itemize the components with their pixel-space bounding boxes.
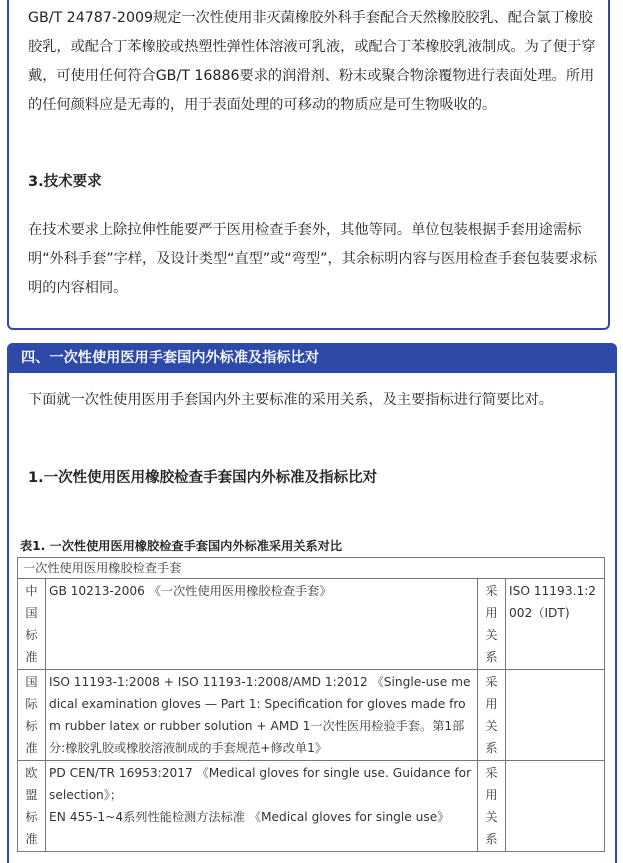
- standard-cell: GB 10213-2006 《一次性使用医用橡胶检查手套》: [46, 579, 478, 670]
- section-4-subheading: 1.一次性使用医用橡胶检查手套国内外标准及指标比对: [28, 470, 378, 486]
- region-cell: 欧盟标准: [18, 761, 46, 852]
- region-cell: 中国标准: [18, 579, 46, 670]
- table-caption: 表1. 一次性使用医用橡胶检查手套国内外标准采用关系对比: [20, 539, 343, 553]
- table-row: [18, 761, 605, 852]
- table-header-cell: 一次性使用医用橡胶检查手套: [18, 558, 605, 579]
- standards-comparison-table: [17, 557, 605, 852]
- table-row: [18, 670, 605, 761]
- standard-cell: PD CEN/TR 16953:2017 《Medical gloves for single use. Guidance for selection》； EN 455-1~4系列性能检测方法标准 《Medical gloves for single use》: [46, 761, 478, 852]
- tech-requirements-paragraph: 在技术要求上除拉伸性能要严于医用检查手套外，其他等同。单位包装根据手套用途需标明“外科手套”字样，及设计类型“直型”或“弯型”，其余标明内容与医用检查手套包装要求标明的内容相同。: [28, 222, 598, 296]
- adopted-cell: [506, 761, 605, 852]
- relation-cell: 采用关系: [478, 761, 506, 852]
- adopted-cell: [506, 670, 605, 761]
- standard-cell: ISO 11193-1:2008 + ISO 11193-1:2008/AMD 1:2012 《Single-use medical examination gloves — Part 1: Specification for gloves made from rubber latex or rubber solution + AMD 1一次性医用检验手套。第1部分:橡胶乳胶或橡胶溶液制成的手套规范+修改单1》: [46, 670, 478, 761]
- section-4-paragraph: 下面就一次性使用医用手套国内外主要标准的采用关系，及主要指标进行简要比对。: [28, 392, 553, 408]
- section-4-title-bar: [7, 343, 617, 373]
- section-4-title: 四、一次性使用医用手套国内外标准及指标比对: [21, 350, 319, 366]
- adopted-cell: ISO 11193.1:2002（IDT): [506, 579, 605, 670]
- intro-paragraph: GB/T 24787-2009规定一次性使用非灭菌橡胶外科手套配合天然橡胶胶乳、配合氯丁橡胶胶乳，或配合丁苯橡胶或热塑性弹性体溶液可乳液，或配合丁苯橡胶乳液制成。为了便于穿戴，可使用任何符合GB/T 16886要求的润滑剂、粉末或聚合物涂覆物进行表面处理。所用的任何颜料应是无毒的，用于表面处理的可移动的物质应是可生物吸收的。: [28, 10, 596, 113]
- region-cell: 国际标准: [18, 670, 46, 761]
- relation-cell: 采用关系: [478, 579, 506, 670]
- table-row: [18, 579, 605, 670]
- table-header-row: [18, 558, 605, 579]
- relation-cell: 采用关系: [478, 670, 506, 761]
- tech-requirements-heading: 3.技术要求: [28, 174, 102, 190]
